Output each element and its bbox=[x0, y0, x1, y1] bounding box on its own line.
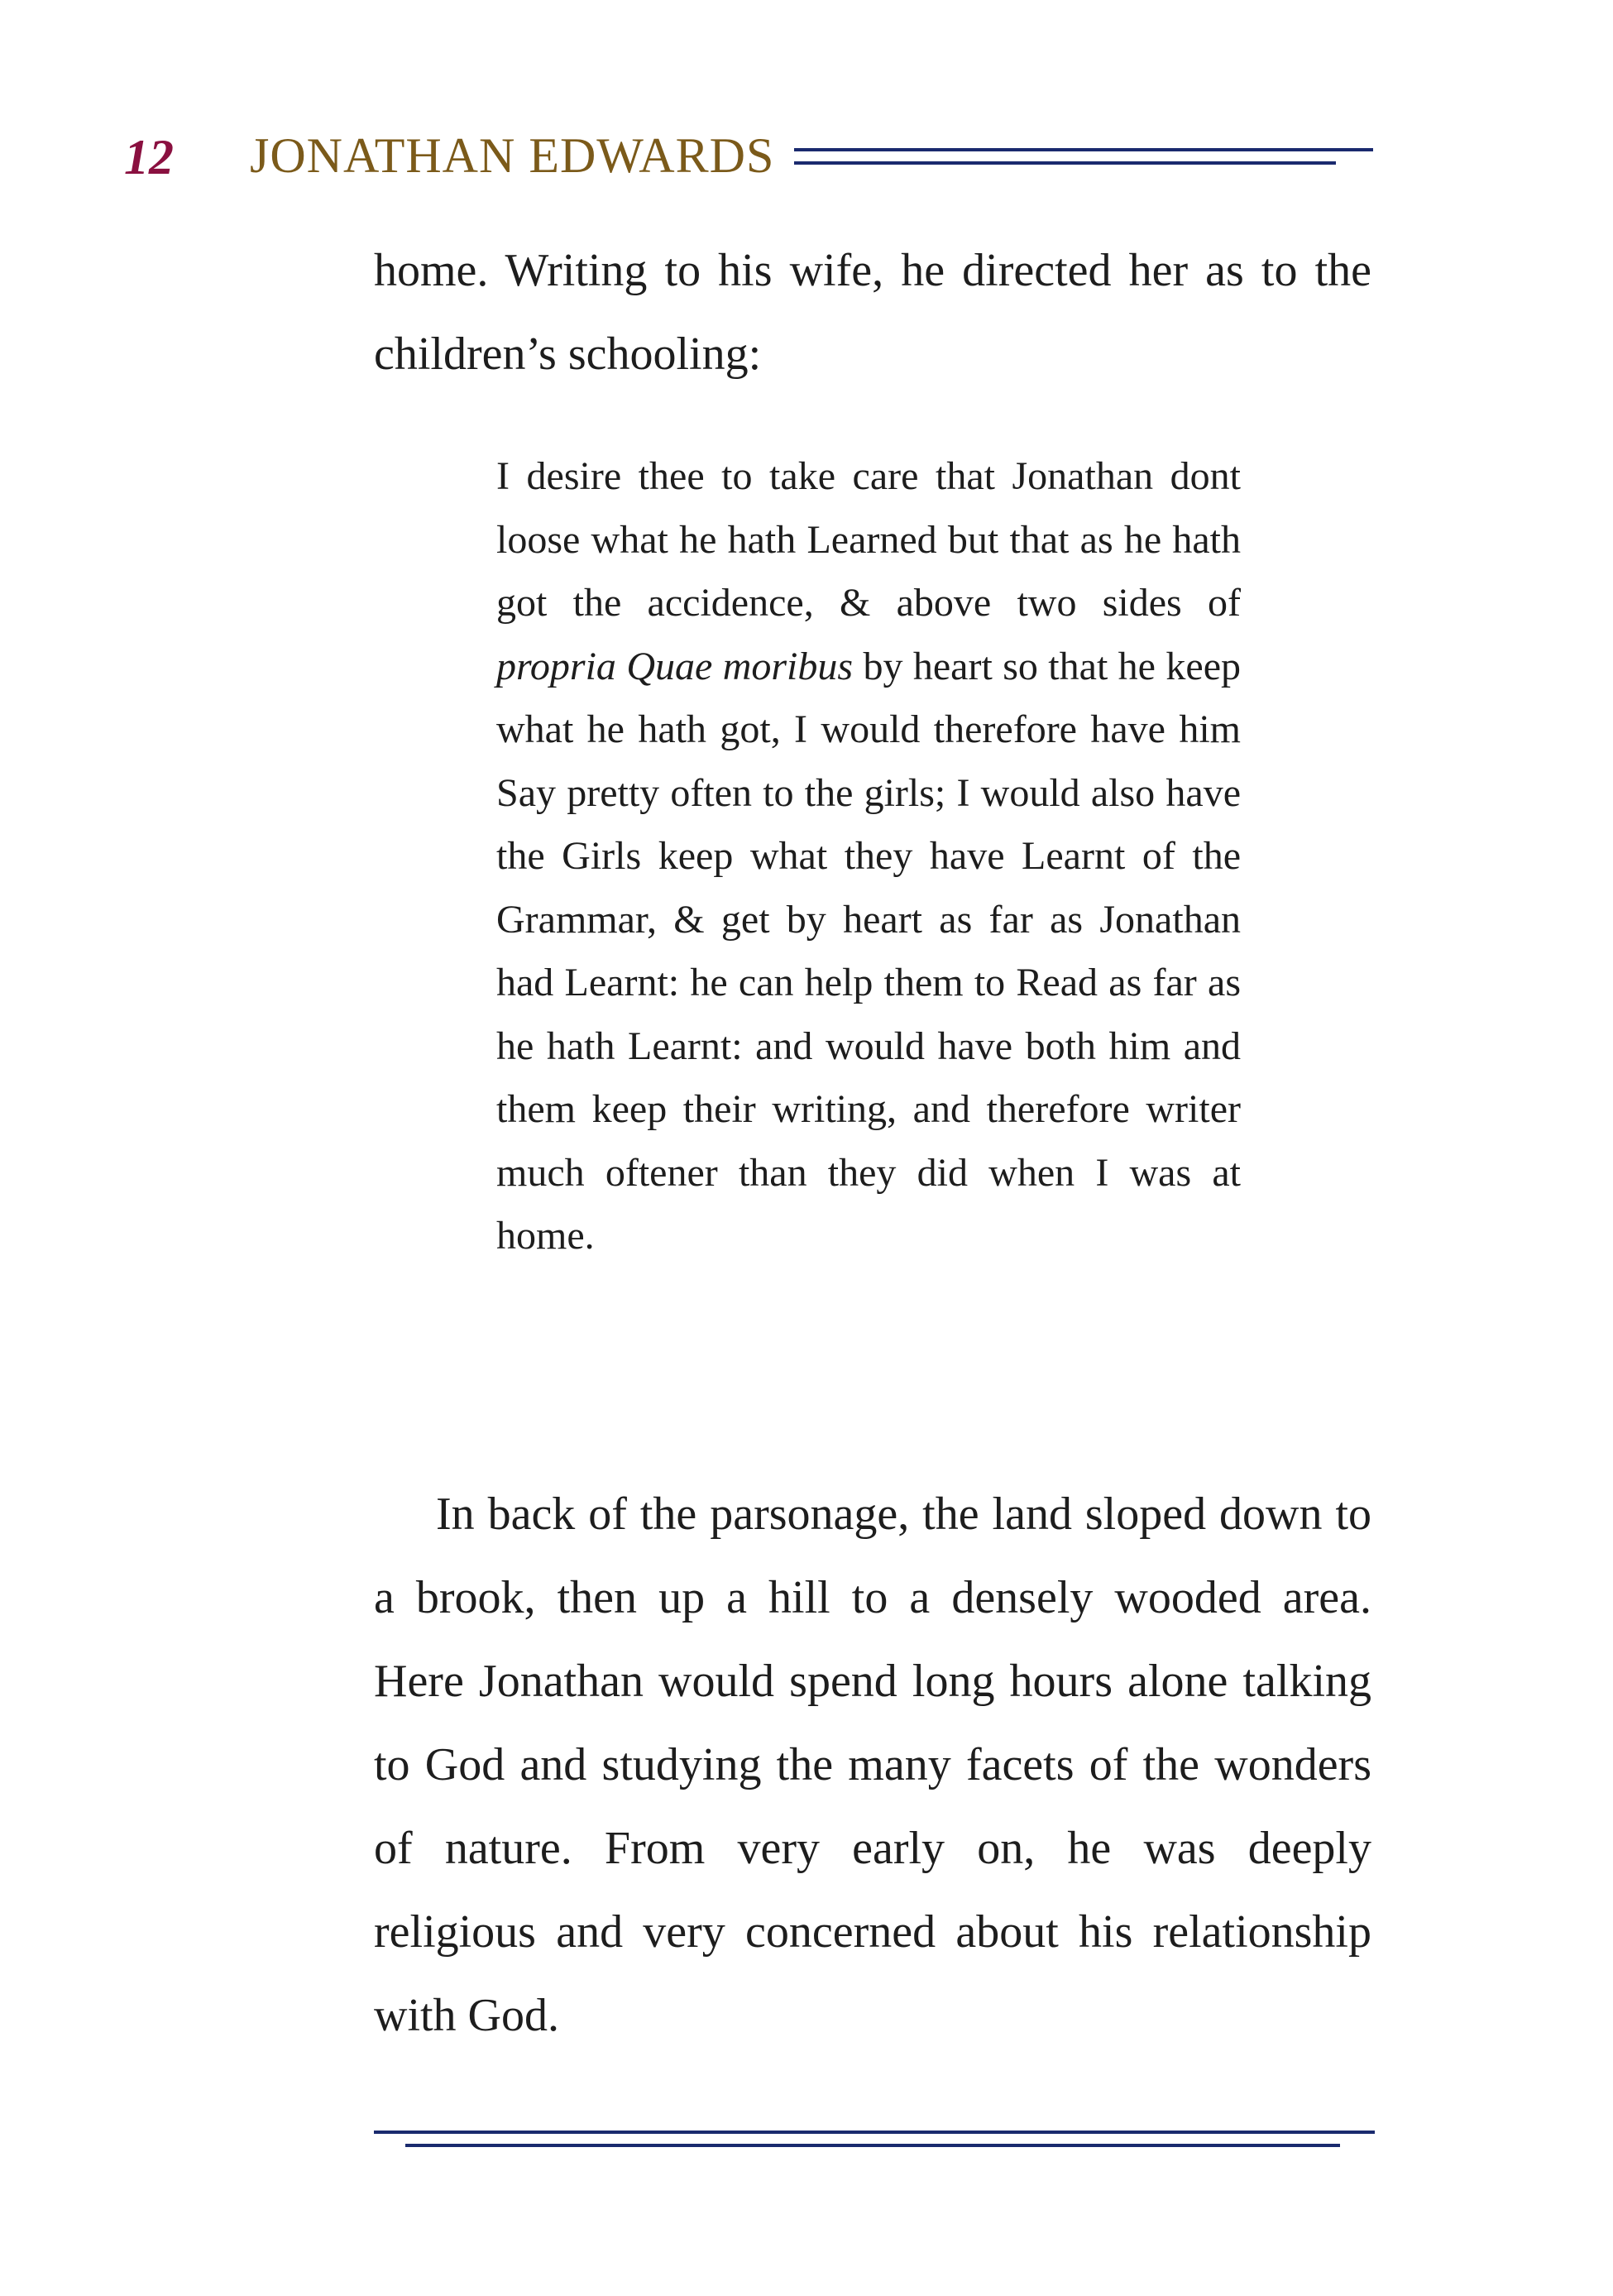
header-rule-top bbox=[794, 148, 1373, 151]
block-quote bbox=[496, 445, 1241, 1268]
paragraph-intro: home. Writing to his wife, he directed her as to the children’s schooling: bbox=[374, 245, 1371, 380]
block-quote-italic-phrase: propria Quae moribus bbox=[496, 644, 854, 688]
running-head: JONATHAN EDWARDS bbox=[250, 128, 775, 183]
page-header bbox=[124, 112, 1373, 194]
block-quote-text-1: I desire thee to take care that Jonathan dont loose what he hath Learned but that as he hath got the accidence, & above two sides of bbox=[496, 454, 1241, 625]
header-rule-bottom bbox=[794, 161, 1336, 165]
paragraph-parsonage: In back of the parsonage, the land sloped down to a brook, then up a hill to a densely wooded area. Here Jonathan would spend long hours alone talking to God and studying the many facets of the wonders of nature. From very early on, he was deeply religious and very concerned about his relationship with God. bbox=[374, 1488, 1371, 2041]
page-number: 12 bbox=[124, 130, 174, 185]
footer-rule-top bbox=[374, 2131, 1375, 2134]
block-quote-text-2: by heart so that he keep what he hath got, I would therefore have him Say pretty often to the girls; I would also have the Girls keep what they have Learnt of the Grammar, & get by heart as far as Jonathan had Learnt: he can help them to Read as far as he hath Learnt: and would have both him and them keep their writing, and therefore writer much oftener than they did when I was at home. bbox=[496, 644, 1241, 1258]
footer-rule-bottom bbox=[405, 2144, 1340, 2147]
